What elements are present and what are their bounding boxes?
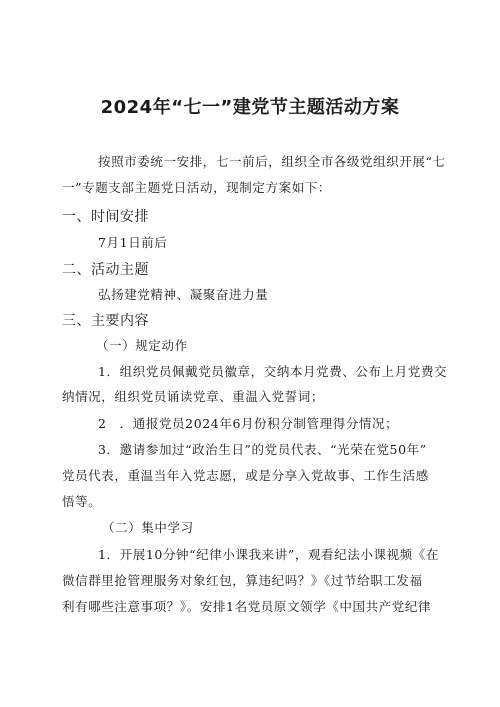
item-3-line-3: 悟等。 [62, 494, 102, 509]
subsection-heading-study: （二）集中学习 [102, 520, 194, 535]
item-4-line-3: 利有哪些注意事项？》。安排1名党员原文领学《中国共产党纪律 [62, 599, 432, 614]
section-heading-content: 三、主要内容 [62, 313, 149, 329]
intro-line-2: 一”专题支部主题党日活动，现制定方案如下： [62, 180, 331, 195]
intro-line-1: 按照市委统一安排，七一前后，组织全市各级党组织开展“七 [98, 154, 446, 169]
subsection-heading-required: （一）规定动作 [96, 338, 188, 353]
item-2-line-1: 2 ．通报党员2024年6月份积分制管理得分情况； [98, 416, 399, 431]
item-3-line-1: 3．邀请参加过“政治生日”的党员代表、“光荣在党50年” [98, 442, 427, 457]
item-3-line-2: 党员代表，重温当年入党志愿，或是分享入党故事、工作生活感 [62, 468, 429, 483]
item-4-line-2: 微信群里抢管理服务对象红包，算违纪吗？》《过节给职工发福 [62, 573, 423, 588]
item-4-line-1: 1．开展10分钟“纪律小课我来讲”，观看纪法小课视频《在 [98, 547, 439, 562]
item-1-line-2: 纳情况，组织党员诵读党章、重温入党誓词； [62, 389, 325, 404]
section-heading-theme: 二、活动主题 [62, 262, 149, 278]
section-body-theme: 弘扬建党精神、凝聚奋进力量 [98, 287, 269, 302]
item-1-line-1: 1．组织党员佩戴党员徽章，交纳本月党费、公布上月党费交 [98, 364, 448, 379]
page-title: 2024年“七一”建党节主题活动方案 [100, 97, 400, 118]
section-heading-time: 一、时间安排 [62, 209, 149, 225]
section-body-time: 7月1日前后 [98, 235, 168, 250]
